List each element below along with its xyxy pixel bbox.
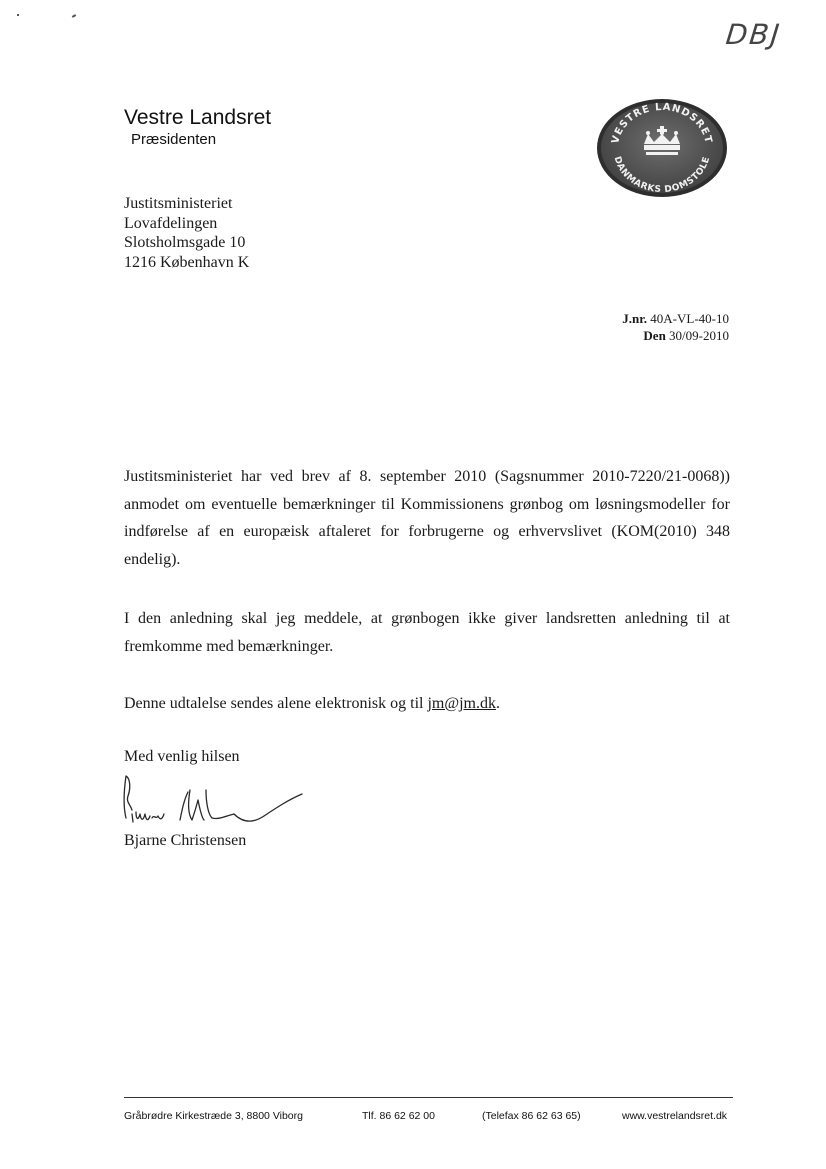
recipient-line: Lovafdelingen	[124, 214, 218, 232]
reference-block	[622, 310, 729, 344]
letter-date	[622, 327, 729, 344]
letter-date-value: 30/09-2010	[669, 328, 729, 343]
footer-fax: (Telefax 86 62 63 65)	[482, 1110, 581, 1122]
seal-text-bottom: DANMARKS DOMSTOLE	[611, 155, 713, 196]
footer-phone: Tlf. 86 62 62 00	[362, 1110, 435, 1122]
recipient-line: 1216 København K	[124, 253, 250, 271]
recipient-address	[124, 194, 249, 272]
body-paragraph-1: Justitsministeriet har ved brev af 8. september 2010 (Sagsnummer 2010-7220/21-0068)) anmodet om eventuelle bemærkninger til Kommissionens grønbog om løsningsmodeller for indførelse af en europæisk aftaleret for forbrugerne og erhvervslivet (KOM(2010) 348 endelig).	[124, 468, 730, 568]
body-paragraph-2: I den anledning skal jeg meddele, at grønbogen ikke giver landsretten anledning til at fremkomme med bemærkninger.	[124, 610, 730, 655]
recipient-line: Justitsministeriet	[124, 195, 233, 212]
journal-number	[622, 310, 729, 327]
body-paragraph-3	[124, 690, 730, 718]
court-name: Vestre Landsret	[124, 106, 272, 129]
signer-name: Bjarne Christensen	[124, 832, 247, 849]
scan-speck	[17, 14, 19, 16]
recipient-line: Slotsholmsgade 10	[124, 234, 246, 251]
court-seal-icon	[596, 98, 728, 198]
footer-address: Gråbrødre Kirkestræde 3, 8800 Viborg	[124, 1110, 303, 1122]
paragraph-3-text: Denne udtalelse sendes alene elektronisk og til	[124, 695, 428, 712]
handwritten-note: DBJ	[724, 18, 783, 51]
footer-divider	[124, 1097, 733, 1098]
footer-website[interactable]: www.vestrelandsret.dk	[622, 1110, 728, 1122]
journal-number-label: J.nr.	[622, 311, 648, 326]
email-link[interactable]: jm@jm.dk	[427, 695, 496, 712]
paragraph-3-end: .	[495, 695, 500, 712]
journal-number-value: 40A-VL-40-10	[650, 311, 729, 326]
letter-date-label: Den	[643, 328, 666, 343]
seal-text-top: VESTRE LANDSRET	[610, 101, 714, 145]
closing-greeting: Med venlig hilsen	[124, 748, 240, 765]
court-office: Præsidenten	[131, 131, 217, 148]
scan-speck	[72, 14, 76, 18]
